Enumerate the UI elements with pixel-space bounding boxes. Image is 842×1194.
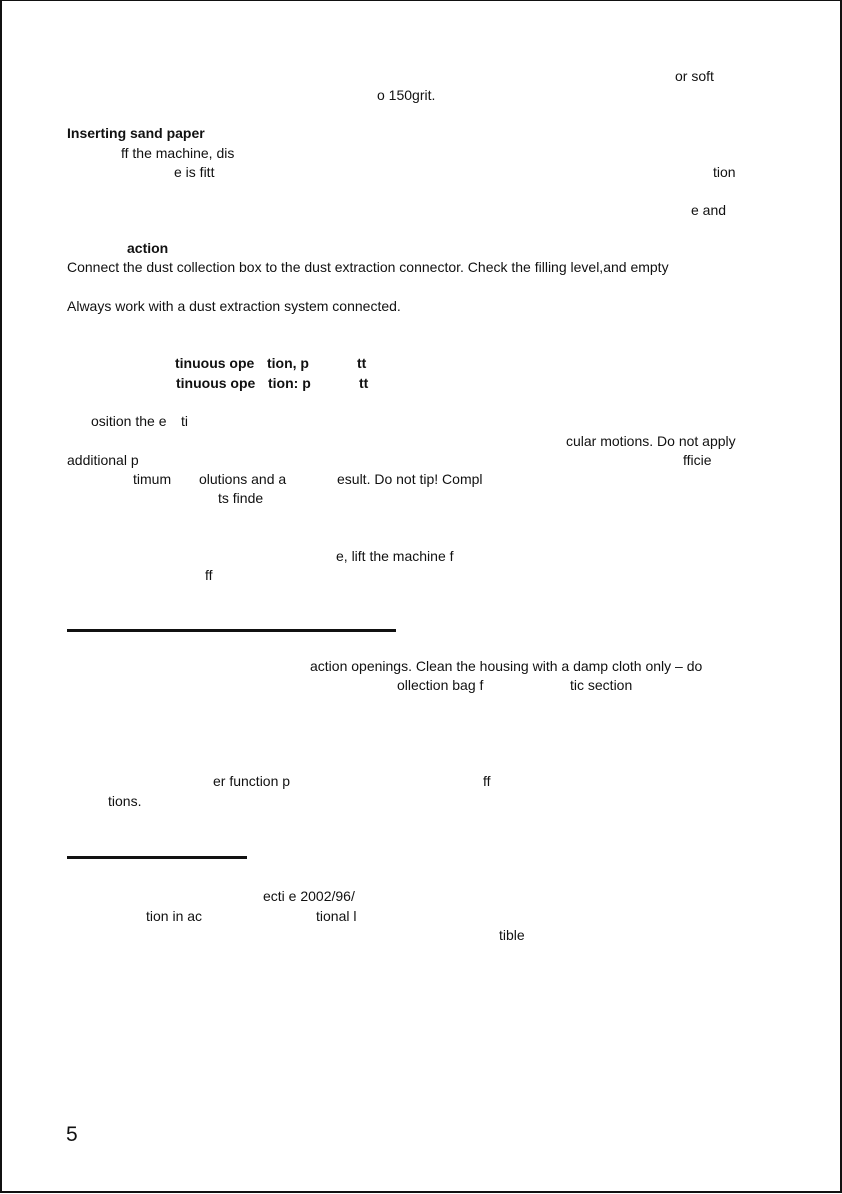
text-fragment: tion <box>713 164 736 180</box>
text-fragment: tions. <box>108 793 142 809</box>
text-fragment: tinuous ope <box>175 355 255 371</box>
paragraph-dust-extraction: Always work with a dust extraction system connected. <box>67 298 401 314</box>
text-fragment: tional l <box>316 908 357 924</box>
text-fragment: tic section <box>570 677 633 693</box>
text-fragment: tible <box>499 927 525 943</box>
text-fragment: ff <box>483 773 491 789</box>
text-fragment: tt <box>359 375 369 391</box>
section-rule <box>67 856 247 859</box>
text-fragment: tt <box>357 355 367 371</box>
page-number: 5 <box>66 1123 78 1146</box>
text-fragment: timum <box>133 471 172 487</box>
text-fragment: o 150grit. <box>377 87 436 103</box>
text-fragment: tion in ac <box>146 908 203 924</box>
text-fragment: tion, p <box>267 355 309 371</box>
text-fragment: e and <box>691 202 727 218</box>
text-fragment: ts finde <box>218 490 264 506</box>
section-heading-inserting-sand-paper: Inserting sand paper <box>67 125 205 141</box>
text-fragment: e, lift the machine f <box>336 548 454 564</box>
text-fragment: cular motions. Do not apply <box>566 433 736 449</box>
text-fragment: ff the machine, dis <box>121 145 235 161</box>
text-fragment: ollection bag f <box>397 677 484 693</box>
text-fragment: tion: p <box>268 375 311 391</box>
text-fragment: ecti e 2002/96/ <box>263 888 355 904</box>
text-fragment: ti <box>181 413 188 429</box>
text-fragment: action openings. Clean the housing with a damp cloth only – do <box>310 658 703 674</box>
text-fragment: esult. Do not tip! Compl <box>337 471 483 487</box>
text-fragment: or soft <box>675 68 714 84</box>
text-fragment: osition the e <box>91 413 167 429</box>
text-fragment: e is fitt <box>174 164 215 180</box>
text-fragment: olutions and a <box>199 471 287 487</box>
section-rule <box>67 629 396 632</box>
section-heading-extraction: action <box>127 240 169 256</box>
text-fragment: ff <box>205 567 213 583</box>
text-fragment: er function p <box>213 773 291 789</box>
text-fragment: additional p <box>67 452 139 468</box>
text-fragment: fficie <box>683 452 712 468</box>
text-fragment: tinuous ope <box>176 375 256 391</box>
paragraph-dust-collection: Connect the dust collection box to the dust extraction connector. Check the filling level,and empty <box>67 259 669 275</box>
